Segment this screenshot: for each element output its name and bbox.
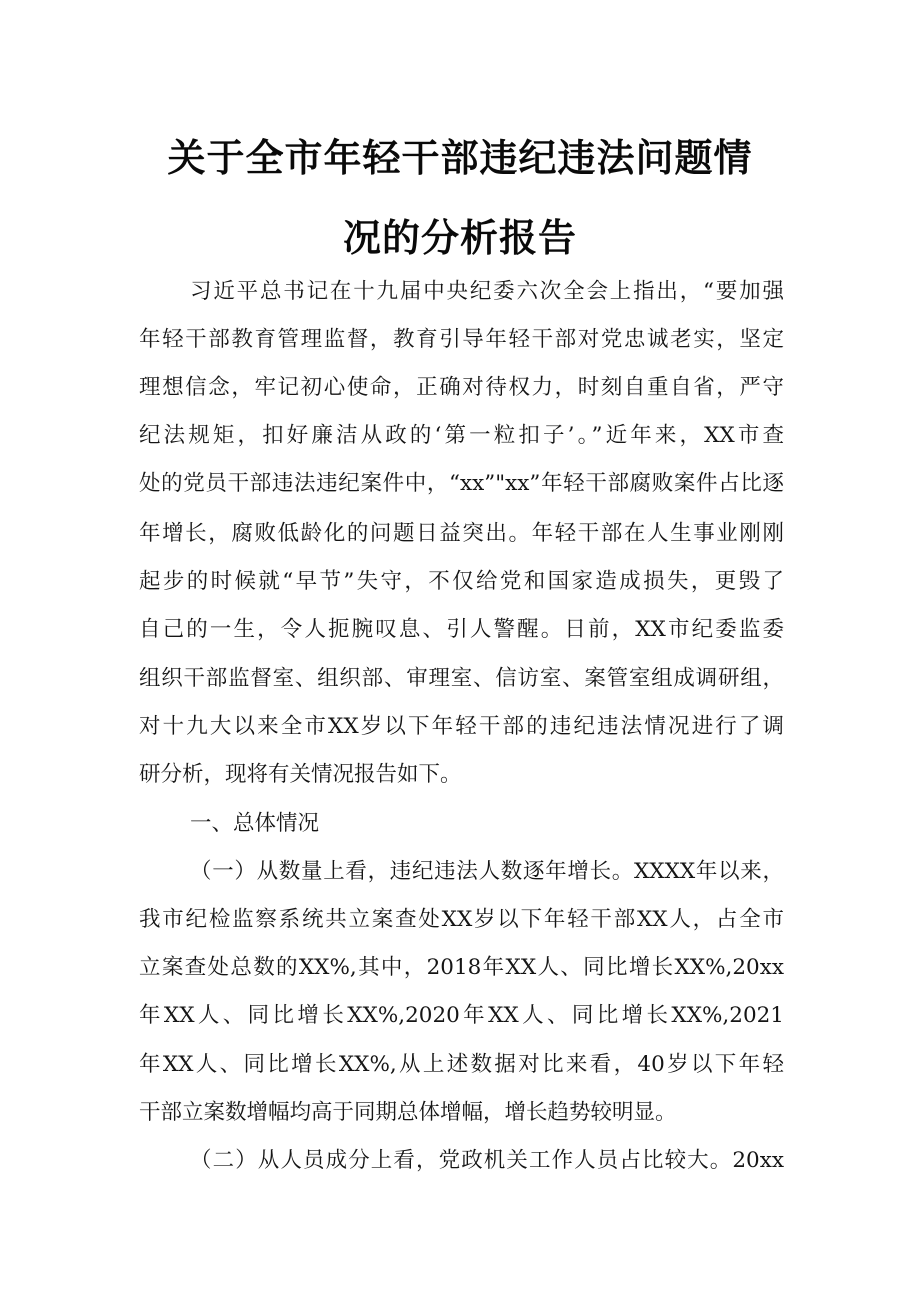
body-line: 组织干部监督室、组织部、审理室、信访室、案管室组成调研组， xyxy=(139,666,784,691)
section-heading: 一、总体情况 xyxy=(190,811,320,836)
body-line: 年增长，腐败低龄化的问题日益突出。年轻干部在人生事业刚刚 xyxy=(139,521,784,546)
body-line: 立案查处总数的XX%,其中，2018年XX人、同比增长XX%,20xx xyxy=(139,955,784,980)
body-line: 理想信念，牢记初心使命，正确对待权力，时刻自重自省，严守 xyxy=(139,375,784,400)
body-line: 处的党员干部违法违纪案件中，“xx”"xx”年轻干部腐败案件占比逐 xyxy=(139,471,784,496)
body-line: 习近平总书记在十九届中央纪委六次全会上指出，“要加强 xyxy=(190,279,784,304)
body-line: （一）从数量上看，违纪违法人数逐年增长。XXXX年以来， xyxy=(190,859,784,884)
body-line: 年轻干部教育管理监督，教育引导年轻干部对党忠诚老实，坚定 xyxy=(139,327,784,352)
body-line: 年XX人、同比增长XX%,从上述数据对比来看，40岁以下年轻 xyxy=(139,1052,784,1077)
body-line: 研分析，现将有关情况报告如下。 xyxy=(139,762,462,787)
body-line: 年XX人、同比增长XX%,2020年XX人、同比增长XX%,2021 xyxy=(139,1003,784,1028)
body-line: （二）从人员成分上看，党政机关工作人员占比较大。20xx xyxy=(190,1148,784,1173)
body-line: 干部立案数增幅均高于同期总体增幅，增长趋势较明显。 xyxy=(139,1100,677,1125)
body-line: 我市纪检监察系统共立案查处XX岁以下年轻干部XX人，占全市 xyxy=(139,907,784,932)
body-line: 纪法规矩，扣好廉洁从政的‘第一粒扣子’。”近年来，XX市查 xyxy=(139,423,784,448)
body-line: 起步的时候就“早节”失守，不仅给党和国家造成损失，更毁了 xyxy=(139,569,784,594)
document-title-line-2: 况的分析报告 xyxy=(342,216,577,260)
document-title-line-1: 关于全市年轻干部违纪违法问题情 xyxy=(167,136,753,180)
body-line: 自己的一生，令人扼腕叹息、引人警醒。日前，XX市纪委监委 xyxy=(139,617,784,642)
body-line: 对十九大以来全市XX岁以下年轻干部的违纪违法情况进行了调 xyxy=(139,714,784,739)
